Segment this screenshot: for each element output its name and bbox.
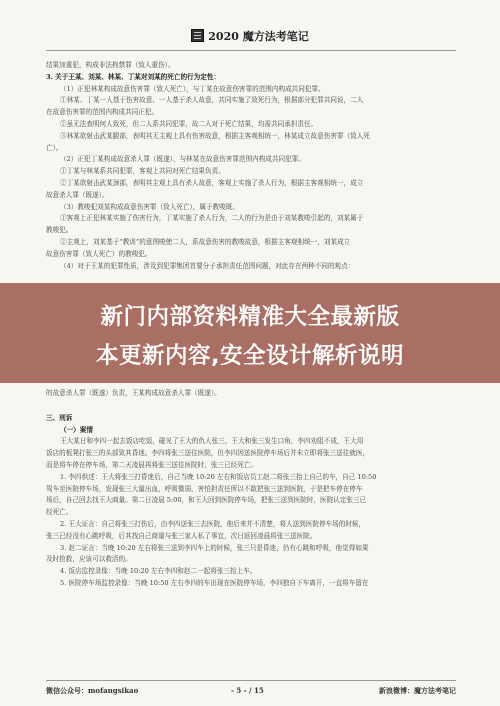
page-header [0, 28, 500, 44]
text-line: 及时抢救，应该可以救活的。 [46, 555, 132, 564]
text-line: 3. 赵二证言：当晚 10:20 左右将张三送到李四车上的时候，张三只是昏迷，仍有心跳和呼吸，他觉得如果 [60, 543, 369, 552]
text-line: （3）教唆犯刘某构成故意伤害罪（致人死亡），属于教唆既。 [60, 202, 239, 211]
page-number: - 5 - / 15 [231, 686, 264, 695]
text-line: ①丁某与林某系共同犯罪，客观上共同对死亡结果负责。 [60, 167, 225, 176]
text-line: 结果加重犯，构成非法拘禁罪（致人重伤）。 [46, 61, 175, 69]
text-line: 在故意伤害罪的范围内构成共同正犯。 [46, 108, 159, 117]
text-line: 场后，自己回去找王大商量。第二日凌晨 5:00，和王大回到医院停车场，把张三送到医院时，医院认定张三已 [46, 496, 367, 505]
text-line: 故意伤害罪（致人死亡）的教唆犯。 [46, 249, 152, 258]
header-title: 2020 魔方法考笔记 [208, 30, 309, 43]
text-line: （2）正犯丁某构成故意杀人罪（既遂），与林某在故意伤害罪范围内构成共同犯罪。 [60, 155, 305, 164]
text-line: （4）对于王某的犯罪性质，涉及到犯罪集团首要分子承担责任范围问题，对此存在两种不同的观点： [60, 261, 355, 270]
text-line: 驾车至医院停车场，发现张三大量出血，呼吸微弱，害怕担责任所以不敢把张三送到医院，于是把车停在停车 [46, 484, 363, 493]
text-line: 亡）。 [46, 143, 63, 152]
book-logo-icon [191, 29, 204, 42]
text-line: 故意杀人罪（既遂）。 [46, 190, 109, 199]
footer-wechat: 微信公众号：mofangsikao [46, 686, 139, 695]
section-heading: 三、刑诉 [46, 413, 73, 422]
text-line: 5. 医院停车场监控录像：当晚 10:50 左右李四的车出现在医院停车场，李四独自下车离开，一直将车留在 [60, 578, 369, 587]
text-line: 王大某日和李四一起去饭店吃饭，碰见了王大的仇人张三，王大和张三发生口角，李四劝阻不成，王大用 [60, 437, 364, 446]
text-line: 教唆犯。 [46, 226, 73, 235]
banner-line-2: 本更新内容,安全设计解析说明 [95, 343, 405, 369]
text-line: 1. 李四供述：王大将张三打昏迷后，自己当晚 10:20 左右和饭店员工赵二将张三抬上自己的车，自己 10:50 [60, 472, 377, 481]
text-line: （1）正犯林某构成故意伤害罪（致人死亡），与丁某在故意伤害罪的范围内构成共同犯罪。 [60, 84, 325, 93]
body-text-top [46, 60, 456, 272]
text-line: ③林某欲射击武某腿部，表明其无主观上具有伤害故意，根据主客观相统一，林某成立故意伤害罪（致人死 [60, 131, 370, 140]
text-line: 张三已经没有心跳呼吸，后其找自己商量与张三家人私了事宜，次日返回凌晨将张三送医院。 [46, 531, 317, 540]
text-line: 而是将车停在停车场，第二天凌晨再将张三送往医院时，张三已经死亡。 [46, 460, 257, 469]
text-line: 经死亡。 [46, 508, 73, 517]
text-line: 2. 王大证言：自己将张三打伤后，由李四送张三去医院，他后来并不清楚，将人送到医院停车场的时候， [60, 519, 366, 528]
overlay-banner [0, 283, 500, 383]
banner-line-1: 新门内部资料精准大全最新版 [100, 304, 400, 330]
footer-weibo: 新浪微博：魔方法考笔记 [379, 686, 456, 695]
text-line: ②主观上，刘某基于“教训”的意图唆使二人，系故意伤害的教唆故意，根据主客观相统一，刘某成立 [60, 237, 351, 246]
text-line: ②丁某欲射击武某颈部，表明其主观上具有杀人故意，客观上实施了杀人行为，根据主客观相统一，成立 [60, 178, 364, 187]
text-line: 4. 饭店监控录像：当晚 10:20 左右李四和赵二一起将张三抬上车。 [60, 567, 257, 576]
text-line: 饭店的板凳打张三的头部致其昏迷。李四将张三送往医院，但李四因送医院停车场后并未立即将张三送往就医， [46, 449, 370, 458]
text-line: 的故意杀人罪（既遂）负责，王某构成故意杀人罪（既遂）。 [46, 389, 221, 397]
subsection-heading: （一）案情 [60, 425, 93, 434]
footer-divider [46, 680, 456, 681]
text-line: ①客观上正犯林某实施了伤害行为，丁某实施了杀人行为，二人的行为是由于刘某教唆引起的，刘某属于 [60, 214, 364, 223]
text-line: ②虽无法查明何人致死，但二人系共同犯罪，故二人对于死亡结果，均需共同承担责任。 [60, 119, 318, 128]
header-divider [46, 50, 456, 51]
section-heading: 3. 关于王某、刘某、林某、丁某对刘某的死亡的行为定性： [46, 72, 221, 81]
body-text-bottom [46, 388, 456, 590]
text-line: ①林某、丁某一人基于伤害故意、一人基于杀人故意，共同实施了致死行为，根据部分犯罪共同说，二人 [60, 96, 364, 105]
